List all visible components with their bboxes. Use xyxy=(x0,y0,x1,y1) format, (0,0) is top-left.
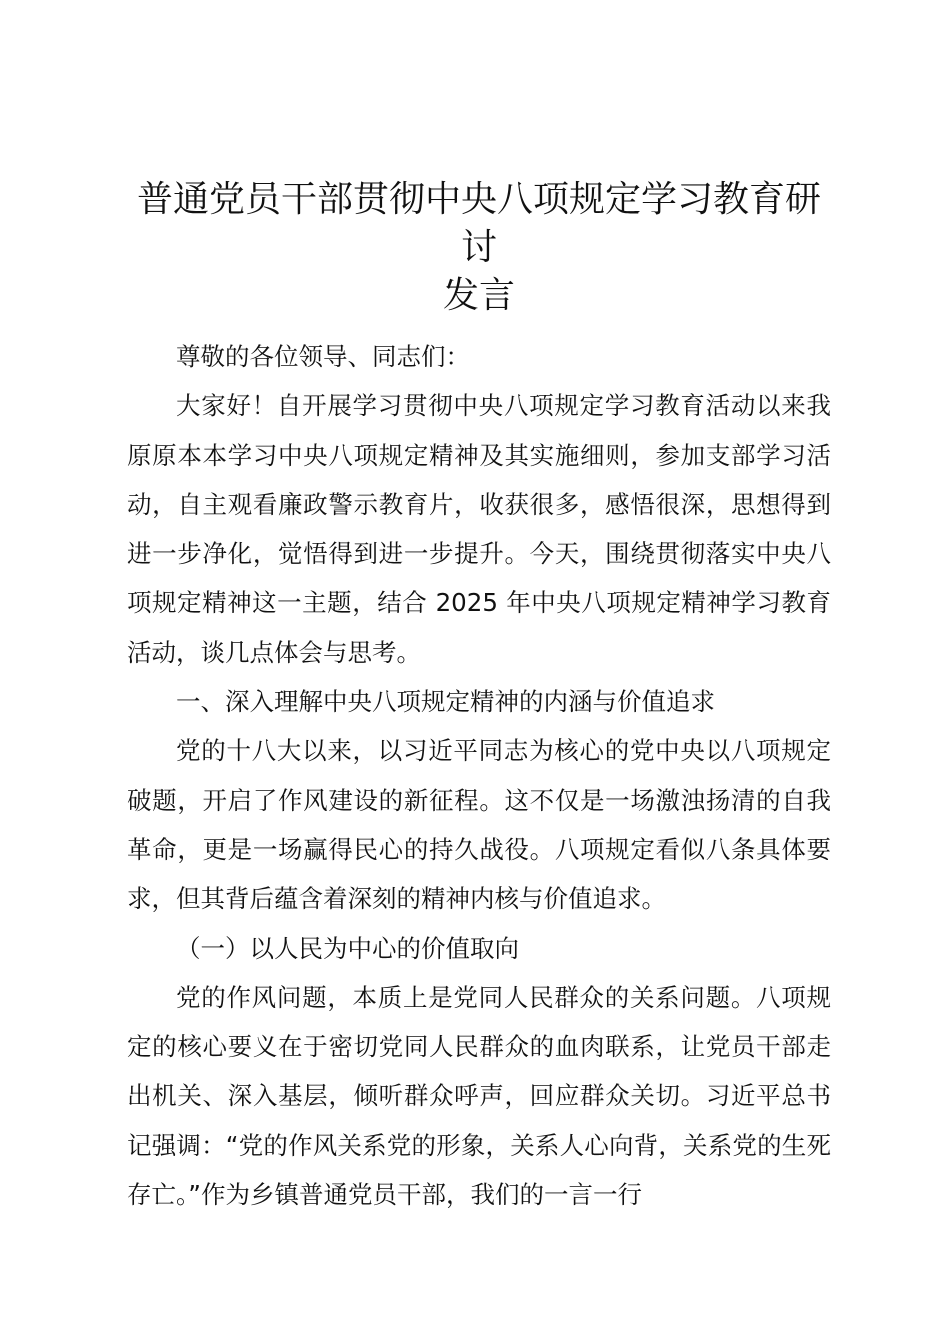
section-heading-1: 一、深入理解中央八项规定精神的内涵与价值追求 xyxy=(176,687,715,717)
document-page xyxy=(127,176,831,1219)
title-line-1: 普通党员干部贯彻中央八项规定学习教育研讨 xyxy=(136,179,821,268)
subsection-heading-1: （一）以人民为中心的价值取向 xyxy=(176,933,519,963)
subsection-1-paragraph: 党的作风问题，本质上是党同人民群众的关系问题。八项规定的核心要义在于密切党同人民群众的血肉联系，让党员干部走出机关、深入基层，倾听群众呼声，回应群众关切。习近平总书记强调：“党的作风关系党的形象，关系人心向背，关系党的生死存亡。”作为乡镇普通党员干部，我们的一言一行 xyxy=(127,982,831,1210)
opening-paragraph: 大家好！自开展学习贯彻中央八项规定学习教育活动以来我原原本本学习中央八项规定精神及其实施细则，参加支部学习活动，自主观看廉政警示教育片，收获很多，感悟很深，思想得到进一步净化，觉悟得到进一步提升。今天，围绕贯彻落实中央八项规定精神这一主题，结合 2025 年中央八项规定精神学习教育活动，谈几点体会与思考。 xyxy=(127,391,831,667)
title-line-2: 发言 xyxy=(442,275,515,316)
section-1-paragraph: 党的十八大以来，以习近平同志为核心的党中央以八项规定破题，开启了作风建设的新征程。这不仅是一场激浊扬清的自我革命，更是一场赢得民心的持久战役。八项规定看似八条具体要求，但其背后蕴含着深刻的精神内核与价值追求。 xyxy=(127,736,831,914)
document-title xyxy=(127,176,831,320)
salutation-paragraph: 尊敬的各位领导、同志们： xyxy=(176,342,470,371)
